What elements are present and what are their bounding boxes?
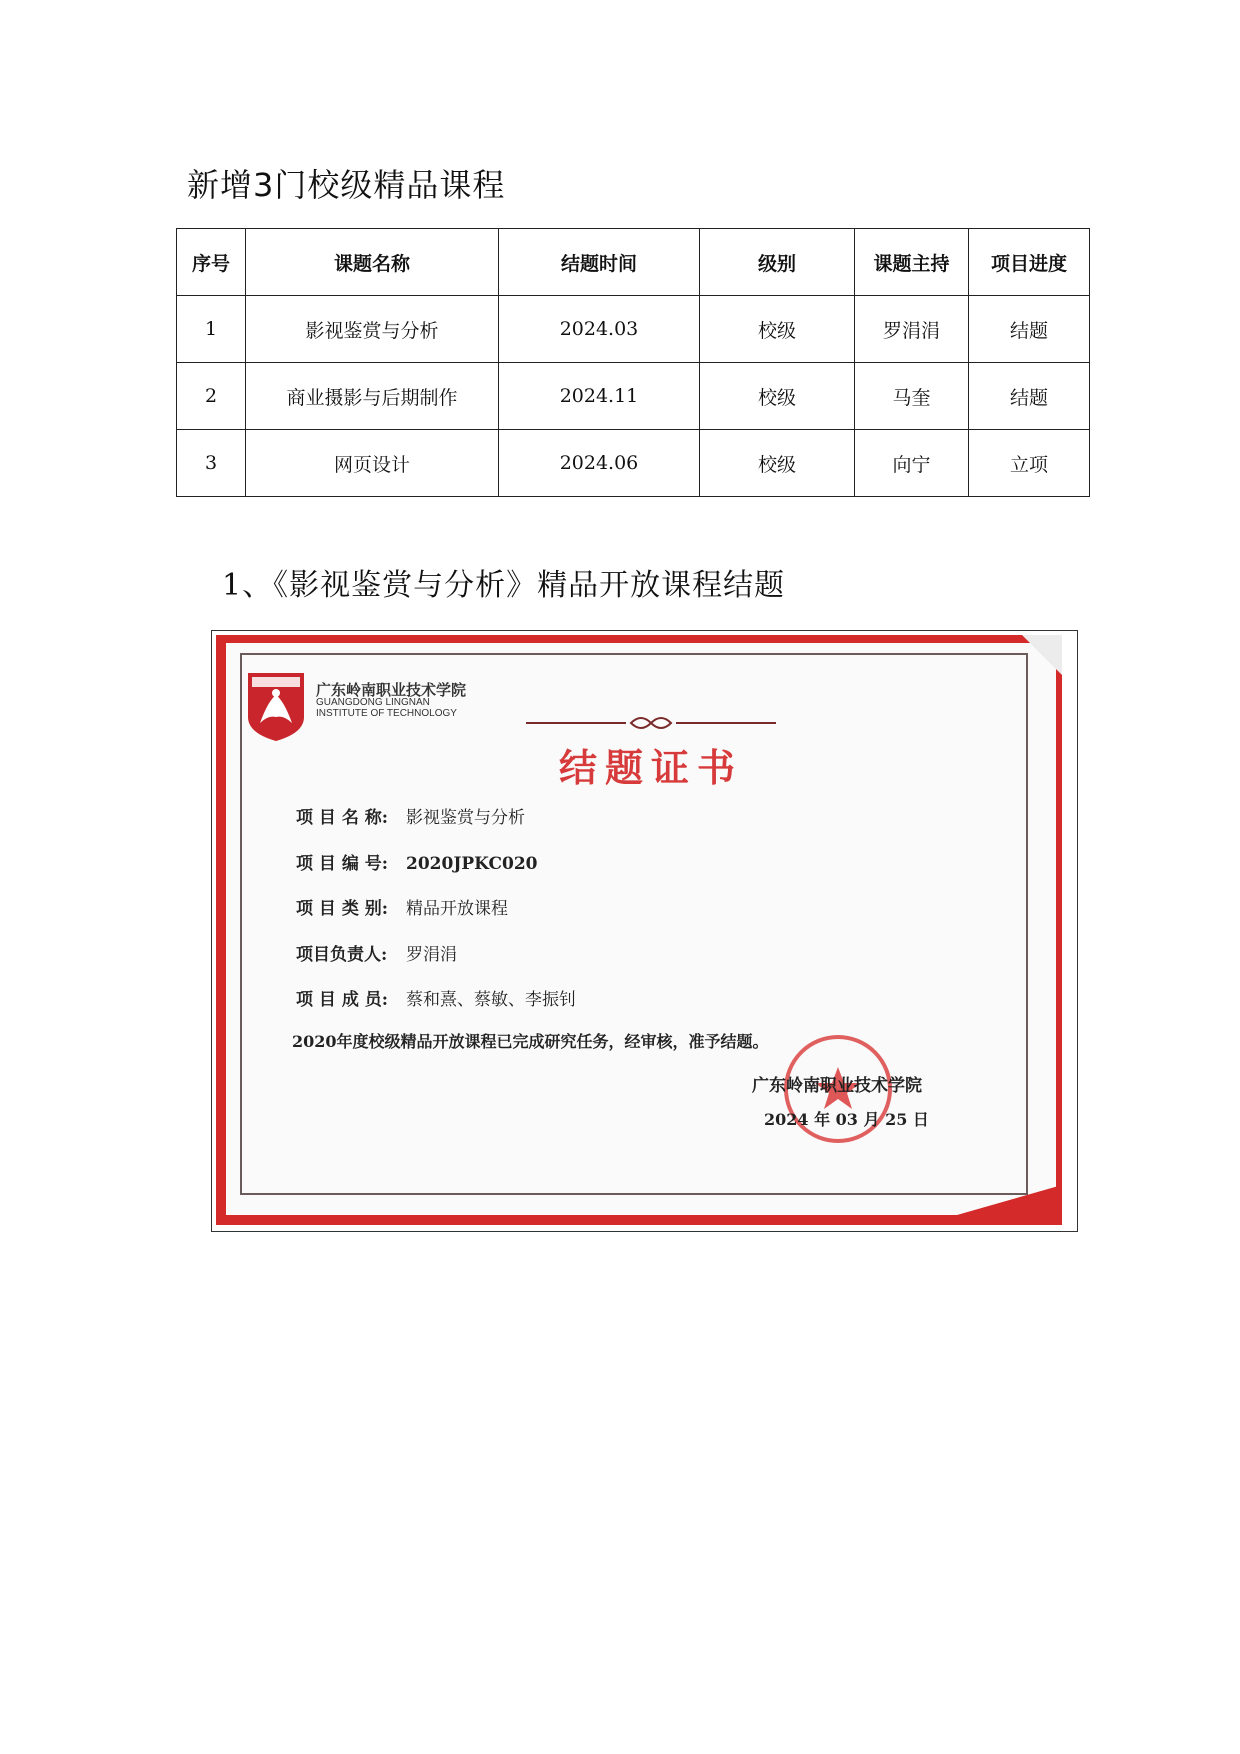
- page-heading: 新增3门校级精品课程: [187, 166, 506, 204]
- field-label: 项 目 编 号:: [296, 854, 389, 874]
- field-label: 项目负责人:: [296, 945, 388, 965]
- field-value: 2020JPKC020: [406, 854, 538, 874]
- cell-host: 向宁: [855, 430, 969, 497]
- cell-level: 校级: [700, 296, 855, 363]
- header-index: 序号: [177, 229, 246, 296]
- cell-progress: 结题: [969, 363, 1090, 430]
- cell-completion-time: 2024.11: [499, 363, 700, 430]
- certificate-field-project-members: [296, 985, 576, 1010]
- certificate-statement: 2020年度校级精品开放课程已完成研究任务，经审核，准予结题。: [292, 1032, 769, 1051]
- certificate-issuer: 广东岭南职业技术学院: [752, 1076, 922, 1096]
- certificate-field-project-number: [296, 849, 537, 874]
- certificate-field-project-lead: [296, 940, 457, 965]
- field-label: 项 目 名 称:: [296, 808, 389, 828]
- cell-index: 3: [177, 430, 246, 497]
- header-progress: 项目进度: [969, 229, 1090, 296]
- section-heading: 1、《影视鉴赏与分析》精品开放课程结题: [222, 568, 786, 603]
- title-ornament-icon: [506, 713, 796, 733]
- school-name-en-line1: GUANGDONG LINGNAN: [316, 697, 430, 708]
- cell-host: 罗涓涓: [855, 296, 969, 363]
- cell-index: 1: [177, 296, 246, 363]
- header-completion-time: 结题时间: [499, 229, 700, 296]
- cell-course-name: 影视鉴赏与分析: [246, 296, 499, 363]
- cell-completion-time: 2024.06: [499, 430, 700, 497]
- table-row: [177, 430, 1090, 497]
- corner-decoration: [1002, 635, 1062, 675]
- cell-course-name: 商业摄影与后期制作: [246, 363, 499, 430]
- courses-table: [176, 228, 1090, 497]
- header-host: 课题主持: [855, 229, 969, 296]
- certificate-image: [211, 630, 1078, 1232]
- cell-level: 校级: [700, 430, 855, 497]
- cell-host: 马奎: [855, 363, 969, 430]
- field-value: 精品开放课程: [406, 899, 508, 919]
- table-row: [177, 296, 1090, 363]
- field-label: 项 目 成 员:: [296, 990, 389, 1010]
- corner-decoration: [922, 1185, 1062, 1225]
- field-value: 罗涓涓: [406, 945, 457, 965]
- school-name-en: [316, 697, 486, 719]
- school-name-cn: 广东岭南职业技术学院: [316, 681, 467, 699]
- certificate-title: 结题证书: [558, 746, 743, 790]
- table-header-row: [177, 229, 1090, 296]
- certificate-field-project-category: [296, 894, 508, 919]
- field-label: 项 目 类 别:: [296, 899, 389, 919]
- cell-course-name: 网页设计: [246, 430, 499, 497]
- field-value: 影视鉴赏与分析: [406, 808, 525, 828]
- field-value: 蔡和熹、蔡敏、李振钊: [406, 990, 576, 1010]
- cell-completion-time: 2024.03: [499, 296, 700, 363]
- certificate-date: 2024 年 03 月 25 日: [764, 1110, 929, 1129]
- school-logo-icon: [246, 671, 306, 743]
- cell-level: 校级: [700, 363, 855, 430]
- cell-progress: 结题: [969, 296, 1090, 363]
- header-level: 级别: [700, 229, 855, 296]
- school-name-en-line2: INSTITUTE OF TECHNOLOGY: [316, 708, 457, 719]
- certificate-paper: [216, 635, 1062, 1225]
- header-course-name: 课题名称: [246, 229, 499, 296]
- cell-progress: 立项: [969, 430, 1090, 497]
- cell-index: 2: [177, 363, 246, 430]
- certificate-field-project-name: [296, 803, 525, 828]
- table-row: [177, 363, 1090, 430]
